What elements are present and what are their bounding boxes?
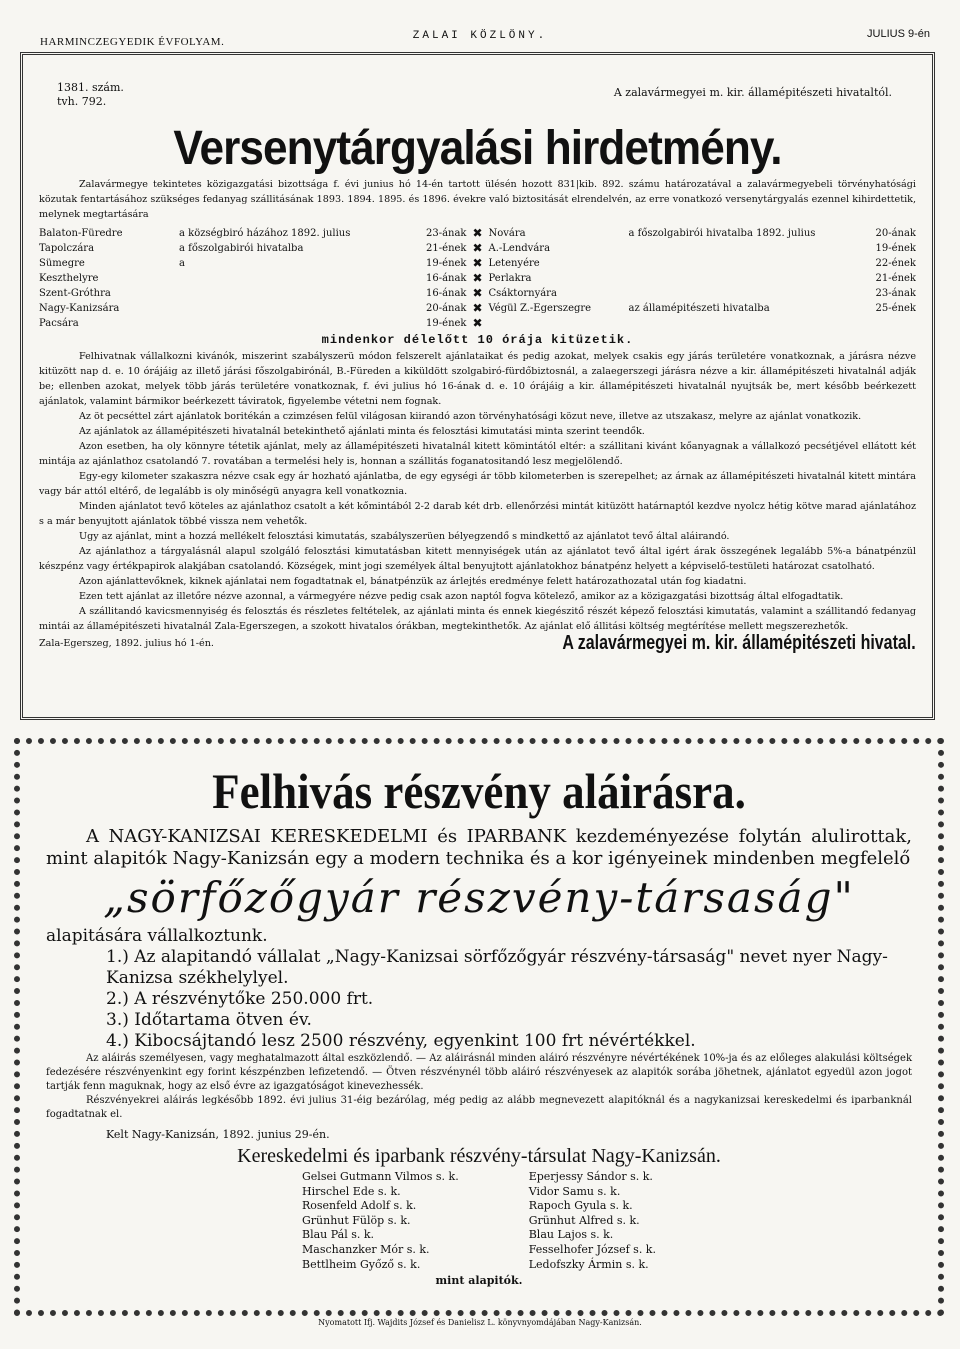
schedule-place: Keszthelyre (39, 273, 99, 284)
schedule-row (39, 226, 467, 241)
company-name: „sörfőzőgyár részvény-társaság" (103, 873, 855, 922)
term-item: 2.) A részvénytőke 250.000 frt. (106, 989, 374, 1009)
tender-notice (20, 52, 935, 720)
schedule-office: a főszolgabirói hivatalba (179, 243, 304, 254)
share-subscription-notice (14, 738, 944, 1316)
schedule-place: Csáktornyára (488, 288, 557, 299)
body-paragraph: Minden ajánlatot tevő köteles az ajánlathoz csatolt a két kőmintából 2-2 darab két drb. ellenőrzési mintát kitüzött határnaptól kezdve nyolcz hétig kötve marad ajánlatához s a már benyujtott ajánlatok többé vissza nem vehetők. (39, 501, 916, 527)
schedule-row (39, 286, 467, 301)
schedule-office (629, 241, 831, 256)
newspaper-title: ZALAI KÖZLÖNY. (412, 30, 548, 42)
notice-title: Versenytárgyalási hirdetmény. (173, 122, 782, 175)
schedule-day: 25-ének (875, 303, 916, 314)
terms-paragraph: Részvényekrei aláirás legkésőbb 1892. évi julius 31-éig bezárólag, még pedig az alább megnevezett alapitóknál és a nagykanizsai kereskedelmi és iparbanknál fogadtatnak el. (46, 1095, 912, 1120)
founder-name: Fesselhofer József s. k. (528, 1242, 656, 1256)
schedule-place: Letenyére (488, 258, 540, 269)
founder-name: Grünhut Alfred s. k. (528, 1213, 640, 1227)
founder-name: Vidor Samu s. k. (528, 1184, 621, 1198)
founder-name: Blau Pál s. k. (302, 1228, 375, 1242)
organization-name: Kereskedelmi és iparbank részvény-társulat Nagy-Kanizsán. (237, 1145, 721, 1167)
place-date: Zala-Egerszeg, 1892. julius hó 1-én. (39, 638, 214, 649)
schedule-office (629, 271, 831, 286)
founder-name: Gelsei Gutmann Vilmos s. k. (302, 1170, 459, 1183)
schedule-table (39, 226, 916, 331)
schedule-office (179, 316, 381, 331)
schedule-day: 19-ének (426, 258, 467, 269)
schedule-day: 21-ének (426, 243, 467, 254)
body-paragraph: Egy-egy kilometer szakaszra nézve csak egy ár hozható ajánlatba, de egy egységi ár több kilometerben is szerepelhet; az árnak az államépitészeti hivatalnál kitett mintára vagy bár attól eltérő, de legalább is oly minőségü anyagra kell vonatkoznia. (39, 471, 916, 497)
printer-imprint: Nyomatott Ifj. Wajdits József és Danielisz L. könyvnyomdájában Nagy-Kanizsán. (318, 1318, 642, 1327)
term-item: 1.) Az alapitandó vállalat „Nagy-Kanizsai sörfőzőgyár részvény-társaság" nevet nyer Nagy-Kanizsa székhelylyel. (106, 947, 888, 988)
schedule-left-column (39, 226, 467, 331)
body-paragraph: Felhivatnak vállalkozni kivánók, miszerint szabályszerü módon felszerelt ajánlataikat és pedig azokat, melyek csakis egy járás területére vonatkoznak, a járásra nézve kitüzött nap d. e. 10 órájáig az illető járási főszolgabirónál, B.-Füreden a kiküldött szolgabiró-fürdőbiztosnál, a zalaegerszegi járásra nézve a kir. államépitészeti hivatalnál adják be; ellenben azokat, melyek több járás területére vonatkoznak, f. évi julius hó 16-ának d. e. 10 órájáig a kir. államépitészeti hivatalnál nyujtsák be, mert később beérkezett ajánlatok, valamint bármikor beérkezett táviratok, figyelembe vétetni nem fognak. (39, 351, 916, 407)
schedule-day: 16-ának (425, 288, 467, 299)
schedule-office: az államépitészeti hivatalba (628, 303, 770, 314)
body-paragraph: A szállitandó kavicsmennyiség és felosztás és részletes feltételek, az ajánlati minta és ennek kiegészitő részét képező felosztási kimutatás, valamint a szállitandó fedanyag mintái az államépitészeti hivatalnál Zala-Egerszegen, a szokott hivatalos órákban, megtekinthetők. Az ajánlat elő állitási költség megtérítése mellett megszerezhetők. (39, 606, 916, 632)
founder-name: Bettlheim Győző s. k. (302, 1257, 421, 1271)
schedule-right-column (489, 226, 917, 331)
founding-line: alapitására vállalkoztunk. (46, 926, 268, 946)
schedule-day: 22-ének (875, 258, 916, 269)
term-item: 3.) Időtartama ötven év. (106, 1010, 312, 1030)
schedule-row (489, 256, 917, 271)
founder-name: Grünhut Fülöp s. k. (302, 1213, 411, 1227)
schedule-day: 20-ának (425, 303, 467, 314)
schedule-row (39, 241, 467, 256)
schedule-row (489, 241, 917, 256)
founder-name: Hirschel Ede s. k. (302, 1184, 401, 1198)
terms-list (46, 947, 912, 1052)
volume-label: HARMINCZEGYEDIK ÉVFOLYAM. (40, 36, 225, 48)
schedule-row (489, 301, 917, 316)
founder-name: Eperjessy Sándor s. k. (528, 1170, 653, 1183)
schedule-row (39, 256, 467, 271)
term-item: 4.) Kibocsájtandó lesz 2500 részvény, egyenkint 100 frt névértékkel. (106, 1031, 696, 1051)
schedule-office: a (179, 258, 185, 269)
schedule-office (179, 271, 381, 286)
schedule-day: 19-ének (875, 243, 916, 254)
founders-label: mint alapitók. (435, 1274, 523, 1288)
schedule-day: 21-ének (875, 273, 916, 284)
schedule-row (39, 316, 467, 331)
schedule-place: Tapolczára (39, 243, 95, 254)
schedule-office (179, 301, 381, 316)
founders-right (529, 1170, 656, 1272)
schedule-row (489, 286, 917, 301)
founder-name: Maschanzker Mór s. k. (302, 1242, 430, 1256)
founder-name: Rapoch Gyula s. k. (528, 1199, 633, 1213)
schedule-day: 19-ének (426, 318, 467, 329)
schedule-place: Balaton-Füredre (39, 228, 123, 239)
body-paragraph: Az ajánlathoz a tárgyalásnál alapul szolgáló felosztási kimutatásban kitett mennyiségek után az ajánlatot tevő által igért árak összegének legalább 5%-a bánatpénzül készpénz vagy értékpapirok alakjában csatolandó. Községek, mint jogi személyek által benyujtott ajánlatokhoz bánatpénz helyett a képviselő-testületi határozat csatolható. (39, 546, 916, 572)
body-paragraph: Ugy az ajánlat, mint a hozzá mellékelt felosztási kimutatás, szabályszerüen bélyegzendő s mindkettő az ajánlatot tevő által aláirandó. (79, 531, 730, 542)
body-paragraph: Az ajánlatok az államépitészeti hivatalnál betekinthető ajánlati minta és felosztási kimutatási minta szerint teendők. (79, 426, 645, 437)
schedule-day: 23-ának (425, 228, 467, 239)
schedule-row (39, 271, 467, 286)
schedule-place: Nagy-Kanizsára (39, 303, 120, 314)
lead-paragraph: A NAGY-KANIZSAI KERESKEDELMI és IPARBANK kezdeményezése folytán alulirottak, mint alapitók Nagy-Kanizsán egy a modern technika és a kor igényeinek mindenben megfelelő (46, 826, 912, 869)
reference-numbers (57, 81, 124, 109)
schedule-office: a községbiró házához 1892. julius (179, 228, 351, 239)
schedule-place: Szent-Gróthra (39, 288, 111, 299)
schedule-row (489, 271, 917, 286)
page-header (0, 28, 960, 50)
founder-name: Ledofszky Ármin s. k. (528, 1257, 649, 1271)
authority-signature: A zalavármegyei m. kir. államépitészeti hivatal. (562, 632, 916, 654)
terms-paragraph: Az aláirás személyesen, vagy meghatalmazott által eszközlendő. — Az aláirásnál minden aláiró részvényre névértékének 10%-ja és az előleges alakulási költségek fedezésére részvényenkint egy forint készpénzben lefizetendő. — Ötven részvénynél több aláiró részvényesek az alapitók sorába jöhetnek, ajánlatot egyedül azon jogot tartják fenn maguknak, hogy az első évre az igazgatóságot kinevezhessék. (46, 1053, 912, 1092)
schedule-office (179, 286, 381, 301)
issuing-office: A zalavármegyei m. kir. államépitészeti hivataltól. (613, 86, 892, 99)
schedule-place: Végül Z.-Egerszegre (488, 303, 592, 314)
time-notice: mindenkor délelőtt 10 órája kitüzetik. (321, 333, 634, 347)
reference-number-tvh: tvh. 792. (57, 95, 107, 108)
schedule-separator: ✖ ✖ ✖ ✖ ✖ ✖ ✖ (472, 226, 483, 330)
body-paragraph: Azon ajánlattevőknek, kiknek ajánlatai nem fogadtatnak el, bánatpénzük az árlejtés eredménye felett határozathozatal után fog kiadatni. (79, 576, 747, 587)
dated-line: Kelt Nagy-Kanizsán, 1892. junius 29-én. (106, 1128, 330, 1141)
signature-block (39, 632, 916, 654)
reference-number: 1381. szám. (57, 81, 124, 94)
body-paragraph: Az öt pecséttel zárt ajánlatok boritékán a czimzésen felül világosan kiirandó azon törvényhatósági közut neve, illetve az utszakasz, melyre az ajánlat vonatkozik. (79, 411, 862, 422)
body-paragraph: Ezen tett ajánlat az illetőre nézve azonnal, a vármegyére nézve pedig csak azon naptól fogva kötelező, amikor az a közigazgatási bizottság által elfogadtatik. (79, 591, 844, 602)
schedule-place: A.-Lendvára (488, 243, 551, 254)
schedule-day: 23-ának (875, 288, 916, 299)
schedule-place: Perlakra (488, 273, 532, 284)
issue-date: JULIUS 9-én (867, 28, 930, 40)
schedule-place: Pacsára (39, 318, 79, 329)
founders-left (302, 1170, 459, 1272)
schedule-office (629, 256, 831, 271)
schedule-row (39, 301, 467, 316)
founder-name: Rosenfeld Adolf s. k. (302, 1199, 417, 1213)
founder-name: Blau Lajos s. k. (528, 1228, 614, 1242)
schedule-place: Sümegre (39, 258, 85, 269)
schedule-day: 16-ának (425, 273, 467, 284)
body-paragraph: Azon esetben, ha oly könnyre tétetik ajánlat, mely az államépitészeti hivatalnál kitett kömintától eltér: a szállitani kivánt kőanyagnak a vállalkozó pecsétjével ellátott két mintája az ajánlathoz csatolandó 7. rovatában a termelési hely is, honnan a szállitás foganatositandó lesz megjelölendő. (39, 441, 916, 467)
notice-body (39, 349, 916, 634)
schedule-office (629, 286, 831, 301)
schedule-place: Novára (488, 228, 526, 239)
appeal-title: Felhivás részvény aláirásra. (212, 763, 746, 819)
subscription-terms (46, 1052, 912, 1122)
intro-paragraph: Zalavármegye tekintetes közigazgatási bizottsága f. évi junius hó 14-én tartott ülésén hozott 831|kib. 892. számu határozatával a zalavármegyebeli törvényhatósági közutak fentartásához szükséges fedanyag szállitásának 1893. 1894. 1895. és 1896. évekre való biztositását elrendelvén, az erre vonatkozó versenytárgyalás ezennel kihirdettetik, melynek megtartására (39, 179, 916, 220)
founders-list (46, 1170, 912, 1272)
schedule-day: 20-ának (875, 228, 916, 239)
schedule-row (489, 226, 917, 241)
schedule-office: a főszolgabirói hivatalba 1892. julius (628, 228, 816, 239)
